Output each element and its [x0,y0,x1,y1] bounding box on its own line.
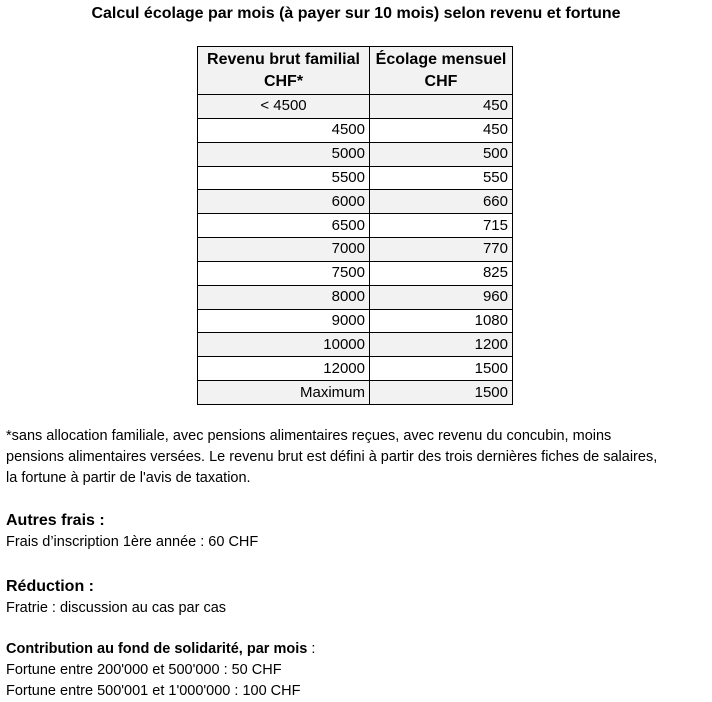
cell-ecolage: 715 [370,214,513,238]
table-row [198,357,513,381]
autres-frais-section [6,510,706,553]
cell-revenu: 6000 [198,190,370,214]
autres-frais-line: Frais d’inscription 1ère année : 60 CHF [6,534,259,550]
cell-ecolage: 1500 [370,357,513,381]
contribution-section [6,639,706,702]
cell-revenu: 6500 [198,214,370,238]
autres-frais-title: Autres frais : [6,512,105,529]
cell-ecolage: 1080 [370,309,513,333]
cell-ecolage: 500 [370,142,513,166]
footnote-line: la fortune à partir de l'avis de taxation. [6,470,251,486]
table-row [198,285,513,309]
table-row [198,95,513,119]
table-row [198,238,513,262]
cell-revenu: 9000 [198,309,370,333]
contribution-title-colon: : [307,641,316,657]
contribution-title-text: Contribution au fond de solidarité, par mois [6,641,308,657]
header-ecolage [370,47,513,95]
header-ecolage-line2: CHF [424,72,458,90]
reduction-title: Réduction : [6,578,94,595]
cell-ecolage: 960 [370,285,513,309]
reduction-line: Fratrie : discussion au cas par cas [6,600,227,616]
cell-revenu: 7500 [198,261,370,285]
cell-ecolage: 770 [370,238,513,262]
cell-revenu: 5500 [198,166,370,190]
table-row [198,381,513,405]
table-row [198,333,513,357]
header-revenu-line1: Revenu brut familial [207,50,360,68]
ecolage-table [197,46,513,405]
cell-revenu: 12000 [198,357,370,381]
table-row [198,118,513,142]
table-row [198,190,513,214]
cell-ecolage: 660 [370,190,513,214]
footnote-line: *sans allocation familiale, avec pensions alimentaires reçues, avec revenu du concubin, moins [6,428,612,444]
reduction-section [6,576,706,619]
cell-ecolage: 550 [370,166,513,190]
contribution-line: Fortune entre 200'000 et 500'000 : 50 CHF [6,662,282,678]
cell-ecolage: 450 [370,95,513,119]
page-title: Calcul écolage par mois (à payer sur 10 mois) selon revenu et fortune [91,5,621,22]
table-row [198,309,513,333]
contribution-line: Fortune entre 500'001 et 1'000'000 : 100 CHF [6,683,301,699]
contribution-title [6,639,706,660]
footnote-line: pensions alimentaires versées. Le revenu brut est défini à partir des trois dernières fiches de salaires, [6,449,658,465]
cell-ecolage: 825 [370,261,513,285]
table-row [198,142,513,166]
cell-revenu: Maximum [198,381,370,405]
table-row [198,261,513,285]
cell-revenu: 8000 [198,285,370,309]
header-revenu [198,47,370,95]
cell-ecolage: 450 [370,118,513,142]
cell-revenu: 4500 [198,118,370,142]
header-ecolage-line1: Écolage mensuel [375,50,507,68]
header-revenu-line2: CHF* [263,72,304,90]
table-row [198,214,513,238]
cell-ecolage: 1200 [370,333,513,357]
table-row [198,166,513,190]
cell-revenu: 5000 [198,142,370,166]
cell-revenu: < 4500 [198,95,370,119]
cell-ecolage: 1500 [370,381,513,405]
cell-revenu: 7000 [198,238,370,262]
footnote [6,426,706,489]
table-header-row [198,47,513,95]
cell-revenu: 10000 [198,333,370,357]
